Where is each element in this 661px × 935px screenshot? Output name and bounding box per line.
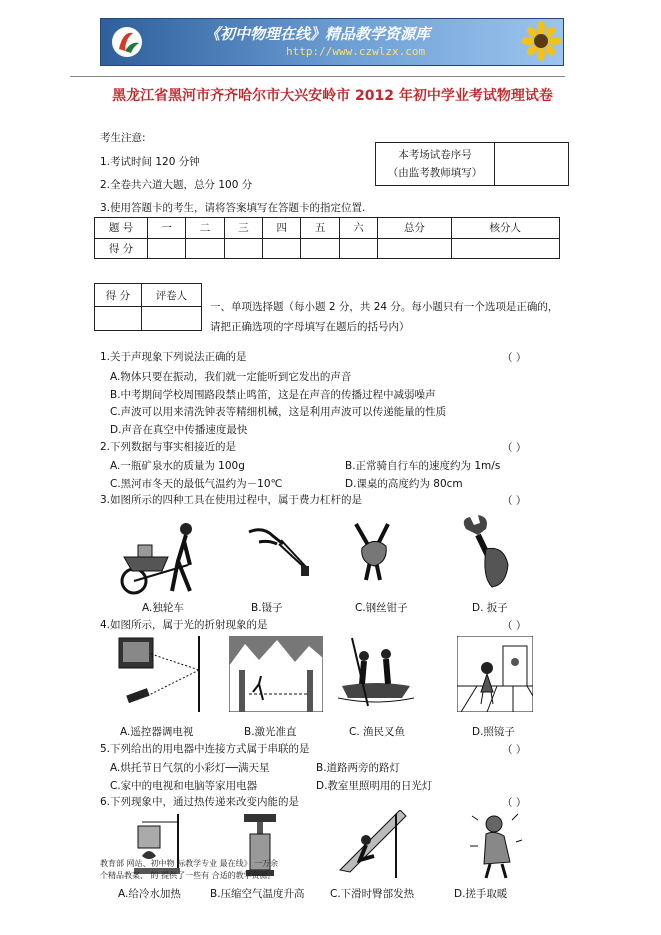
laser-collimation-figure: [229, 636, 323, 712]
footer-note: [100, 858, 625, 882]
figure-caption: B.压缩空气温度升高: [210, 888, 305, 900]
score-header: 一: [148, 218, 186, 239]
figure-caption: C. 渔民叉鱼: [349, 726, 406, 738]
figure-caption: B.激光准直: [244, 726, 297, 738]
grader-box: [94, 283, 202, 331]
wheelbarrow-figure: [118, 515, 210, 597]
question-stem: 5.下列给出的用电器中连接方式属于串联的是: [100, 743, 310, 755]
option: B.正常骑自行车的速度约为 1m/s: [345, 460, 501, 472]
score-header: 六: [339, 218, 377, 239]
note-item: 3.使用答题卡的考生，请将答案填写在答题卡的指定位置.: [100, 202, 366, 214]
question-stem: 4.如图所示，属于光的折射现象的是: [100, 619, 268, 631]
seat-number-box: [375, 142, 569, 186]
option: C.黑河市冬天的最低气温约为－10℃: [110, 478, 283, 490]
fisherman-spear-figure: [338, 636, 414, 712]
question-stem: 6.下列现象中，通过热传递来改变内能的是: [100, 796, 300, 808]
score-header: 五: [301, 218, 339, 239]
figure-caption: D.照镜子: [472, 726, 515, 738]
score-cell[interactable]: [224, 238, 262, 259]
option: A.一瓶矿泉水的质量为 100g: [110, 460, 245, 472]
answer-blank[interactable]: （ ）: [502, 442, 527, 454]
score-table-score-row: [95, 238, 560, 259]
grader-header-grader: 评卷人: [141, 284, 201, 307]
grader-score-cell[interactable]: [95, 307, 142, 331]
banner-title: 《初中物理在线》精品教学资源库: [205, 25, 431, 43]
score-header: 二: [186, 218, 224, 239]
answer-blank[interactable]: （ ）: [502, 495, 527, 507]
figure-caption: A.独轮车: [142, 602, 184, 614]
option: D.声音在真空中传播速度最快: [110, 424, 248, 436]
option: A.物体只要在振动，我们就一定能听到它发出的声音: [110, 371, 352, 383]
score-header: 题 号: [95, 218, 148, 239]
seat-label-line1: 本考场试卷序号: [398, 149, 472, 161]
sunflower-icon: [521, 21, 561, 63]
answer-blank[interactable]: （ ）: [502, 352, 527, 364]
banner-url[interactable]: http://www.czwlzx.com: [286, 45, 426, 58]
score-header: 核分人: [451, 218, 559, 239]
score-cell[interactable]: [186, 238, 224, 259]
figure-caption: D.搓手取暖: [454, 888, 508, 900]
remote-tv-figure: [117, 636, 209, 712]
score-cell[interactable]: [301, 238, 339, 259]
figure-caption: C.下滑时臀部发热: [330, 888, 415, 900]
notes-heading: 考生注意:: [100, 132, 146, 144]
score-cell[interactable]: [378, 238, 451, 259]
exam-title: 黑龙江省黑河市齐齐哈尔市大兴安岭市 2012 年初中学业考试物理试卷: [112, 88, 553, 104]
option: C.家中的电视和电脑等家用电器: [110, 780, 258, 792]
score-table: [94, 217, 560, 259]
note-item: 1.考试时间 120 分钟: [100, 156, 200, 168]
answer-blank[interactable]: （ ）: [502, 620, 527, 632]
option: A.烘托节日气氛的小彩灯──满天星: [110, 762, 270, 774]
figure-caption: A.给冷水加热: [118, 888, 181, 900]
option: B.中考期间学校周围路段禁止鸣笛，这是在声音的传播过程中减弱噪声: [110, 389, 436, 401]
figure-caption: D. 扳子: [472, 602, 508, 614]
answer-blank[interactable]: （ ）: [502, 744, 527, 756]
score-cell[interactable]: [339, 238, 377, 259]
mirror-figure: [457, 636, 533, 712]
footer-line: 教育部 网站、初中物 标教学专业 最在线》 一万余: [100, 859, 279, 868]
pliers-figure: [348, 518, 400, 584]
site-logo-icon: [109, 25, 145, 59]
option: D.教室里照明用的日光灯: [316, 780, 433, 792]
answer-blank[interactable]: （ ）: [502, 797, 527, 809]
tweezers-figure: [243, 522, 315, 582]
grader-header-score: 得 分: [95, 284, 142, 307]
seat-label-line2: （由监考教师填写）: [387, 167, 483, 179]
score-row-label: 得 分: [95, 238, 148, 259]
header-divider: [70, 76, 565, 77]
score-cell[interactable]: [263, 238, 301, 259]
seat-number-cell[interactable]: [495, 143, 569, 186]
question-stem: 1.关于声现象下列说法正确的是: [100, 351, 247, 363]
figure-caption: C.钢丝钳子: [355, 602, 408, 614]
note-item: 2.全卷共六道大题，总分 100 分: [100, 179, 253, 191]
option: B.道路两旁的路灯: [316, 762, 401, 774]
score-header: 总分: [378, 218, 451, 239]
grader-name-cell[interactable]: [141, 307, 201, 331]
score-header: 四: [263, 218, 301, 239]
score-table-header-row: [95, 218, 560, 239]
question-stem: 3.如图所示的四种工具在使用过程中，属于费力杠杆的是: [100, 494, 363, 506]
score-header: 三: [224, 218, 262, 239]
seat-number-label: [376, 143, 495, 186]
section1-instruction: 一、单项选择题（每小题 2 分，共 24 分。每小题只有一个选项是正确的，请把正确选项的字母填写在题后的括号内）: [210, 301, 559, 333]
footer-line: 个精品教案、 的 提供了一些有 合适的教学资源。: [100, 871, 276, 880]
question-stem: 2.下列数据与事实相接近的是: [100, 441, 237, 453]
figure-caption: A.遥控器调电视: [120, 726, 194, 738]
option: D.课桌的高度约为 80cm: [345, 478, 463, 490]
score-cell[interactable]: [451, 238, 559, 259]
score-cell[interactable]: [148, 238, 186, 259]
option: C.声波可以用来清洗钟表等精细机械，这是利用声波可以传递能量的性质: [110, 406, 447, 418]
header-banner: [100, 18, 564, 66]
figure-caption: B.镊子: [251, 602, 283, 614]
wrench-figure: [456, 515, 512, 589]
